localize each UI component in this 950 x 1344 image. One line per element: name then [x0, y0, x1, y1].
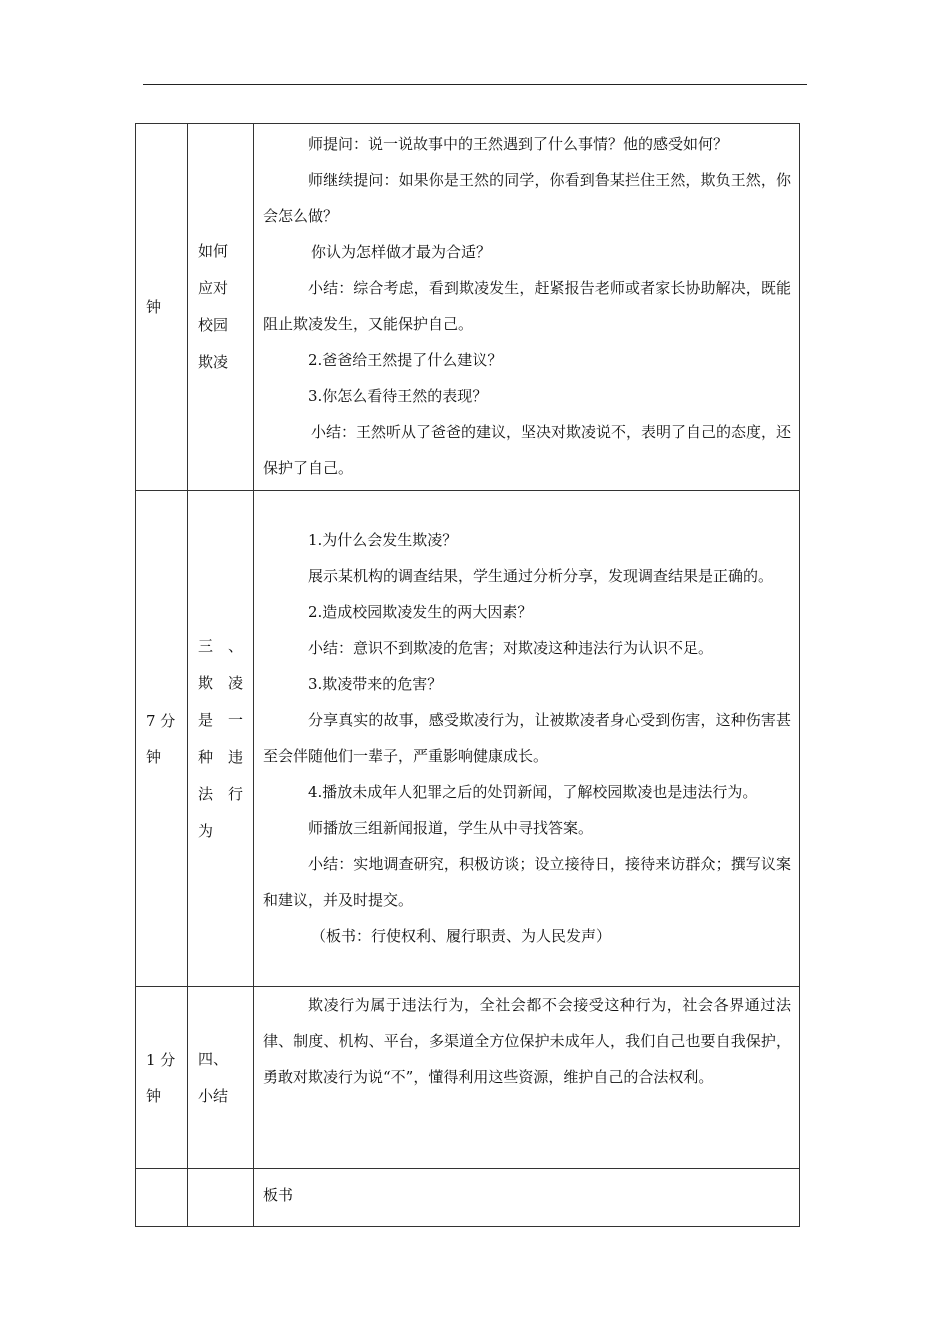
paragraph: 3.你怎么看待王然的表现？	[308, 387, 488, 405]
paragraph: 2.爸爸给王然提了什么建议？	[308, 351, 503, 369]
paragraph: 小结：王然听从了爸爸的建议，坚决对欺凌说不，表明了自己的态度，还保护了自己。	[263, 423, 792, 477]
content-cell	[254, 1169, 800, 1227]
step-cell	[188, 1169, 254, 1227]
time-cell	[136, 1169, 188, 1227]
paragraph: 小结：意识不到欺凌的危害；对欺凌这种违法行为认识不足。	[308, 638, 714, 657]
time-text: 钟	[146, 747, 162, 766]
table-row	[136, 987, 800, 1169]
table-row	[136, 124, 800, 491]
time-text: 7 分	[146, 711, 176, 730]
step-line: 应对	[198, 279, 229, 297]
paragraph: 3.欺凌带来的危害？	[308, 674, 443, 693]
paragraph: 师提问：说一说故事中的王然遇到了什么事情？他的感受如何？	[308, 135, 729, 153]
content-cell	[254, 491, 800, 987]
paragraph: 4.播放未成年人犯罪之后的处罚新闻，了解校园欺凌也是违法行为。	[308, 782, 758, 801]
step-cell	[188, 987, 254, 1169]
paragraph: 2.造成校园欺凌发生的两大因素？	[308, 602, 533, 621]
step-cell	[188, 124, 254, 491]
step-line: 欺凌	[198, 353, 229, 371]
step-line: 是 一	[198, 710, 244, 729]
paragraph: 板书	[263, 1186, 294, 1204]
step-line: 法 行	[198, 784, 244, 803]
paragraph: 师继续提问：如果你是王然的同学，你看到鲁某拦住王然，欺负王然，你会怎么做？	[263, 171, 791, 225]
step-line: 为	[198, 821, 214, 840]
table-row	[136, 1169, 800, 1227]
time-cell	[136, 491, 188, 987]
paragraph: 小结：实地调查研究，积极访谈；设立接待日，接待来访群众；撰写议案和建议，并及时提交。	[263, 854, 791, 909]
paragraph: 展示某机构的调查结果，学生通过分析分享，发现调查结果是正确的。	[308, 566, 774, 585]
time-cell	[136, 124, 188, 491]
step-line: 校园	[198, 316, 229, 334]
step-cell	[188, 491, 254, 987]
header-rule	[143, 84, 807, 85]
step-line: 欺 凌	[198, 673, 244, 692]
paragraph: 你认为怎样做才最为合适？	[311, 243, 492, 261]
time-text: 钟	[146, 1086, 162, 1105]
time-cell	[136, 987, 188, 1169]
step-line: 三 、	[198, 636, 244, 655]
step-line: 小结	[198, 1086, 229, 1105]
content-cell	[254, 124, 800, 491]
table-row	[136, 491, 800, 987]
content-cell	[254, 987, 800, 1169]
lesson-plan-table	[135, 123, 800, 1227]
paragraph: 欺凌行为属于违法行为，全社会都不会接受这种行为，社会各界通过法律、制度、机构、平台，多渠道全方位保护未成年人，我们自己也要自我保护，勇敢对欺凌行为说“不”，懂得利用这些资源，维护自己的合法权利。	[263, 996, 791, 1086]
step-line: 四、	[198, 1049, 229, 1068]
time-text: 1 分	[146, 1050, 176, 1069]
paragraph: （板书：行使权利、履行职责、为人民发声）	[311, 926, 612, 945]
paragraph: 分享真实的故事，感受欺凌行为，让被欺凌者身心受到伤害，这种伤害甚至会伴随他们一辈子，严重影响健康成长。	[263, 710, 791, 765]
step-line: 如何	[198, 242, 229, 260]
time-text: 钟	[146, 298, 162, 316]
step-line: 种 违	[198, 747, 244, 766]
paragraph: 师播放三组新闻报道，学生从中寻找答案。	[308, 818, 594, 837]
paragraph: 1.为什么会发生欺凌？	[308, 530, 458, 549]
paragraph: 小结：综合考虑，看到欺凌发生，赶紧报告老师或者家长协助解决，既能阻止欺凌发生，又能保护自己。	[263, 279, 791, 333]
